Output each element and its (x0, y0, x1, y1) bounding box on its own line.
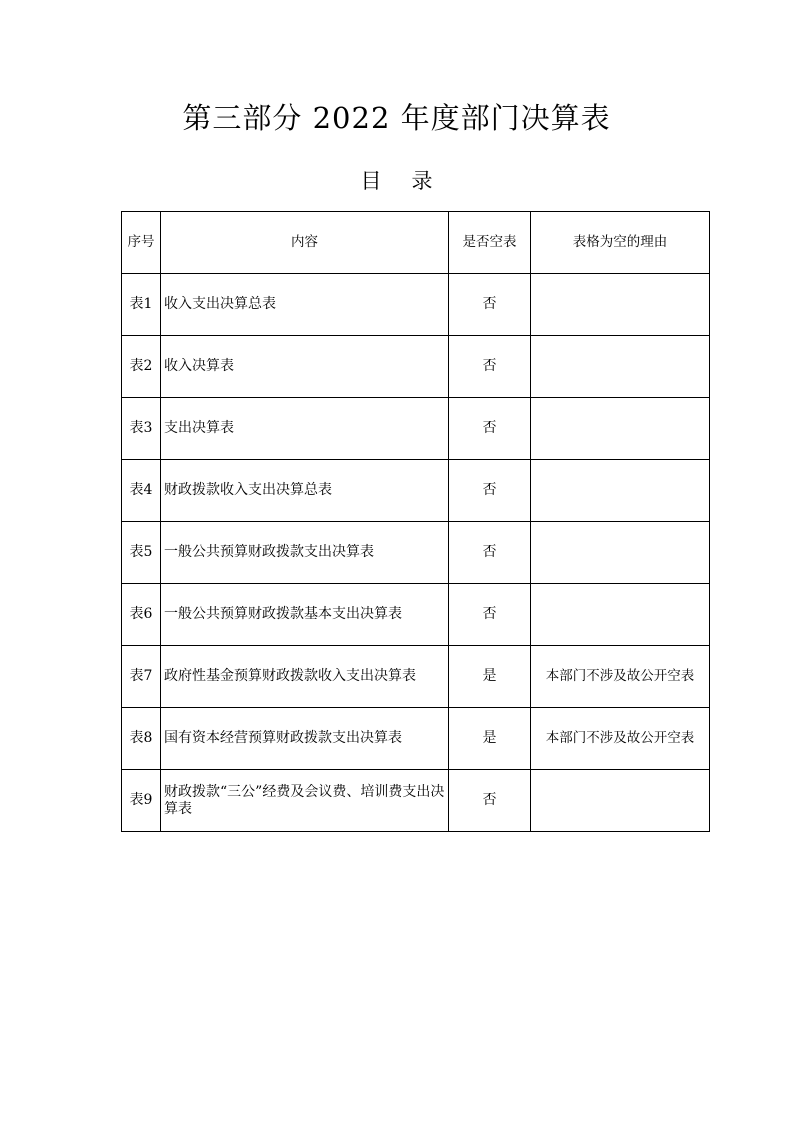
row-is-empty: 否 (449, 770, 531, 832)
row-is-empty: 否 (449, 398, 531, 460)
toc-table (121, 211, 710, 832)
row-seq: 表3 (122, 398, 161, 460)
row-content: 国有资本经营预算财政拨款支出决算表 (161, 708, 449, 770)
table-row (122, 584, 710, 646)
row-reason (531, 522, 710, 584)
header-reason: 表格为空的理由 (531, 212, 710, 274)
table-row (122, 336, 710, 398)
row-reason (531, 398, 710, 460)
table-row (122, 708, 710, 770)
table-row (122, 770, 710, 832)
row-seq: 表1 (122, 274, 161, 336)
row-is-empty: 否 (449, 336, 531, 398)
row-seq: 表5 (122, 522, 161, 584)
table-row (122, 522, 710, 584)
row-is-empty: 否 (449, 460, 531, 522)
row-reason: 本部门不涉及故公开空表 (531, 708, 710, 770)
row-content: 一般公共预算财政拨款基本支出决算表 (161, 584, 449, 646)
row-is-empty: 否 (449, 274, 531, 336)
row-content: 收入决算表 (161, 336, 449, 398)
row-content: 一般公共预算财政拨款支出决算表 (161, 522, 449, 584)
table-row (122, 460, 710, 522)
row-reason: 本部门不涉及故公开空表 (531, 646, 710, 708)
toc-heading: 目录 (360, 169, 463, 193)
row-content: 政府性基金预算财政拨款收入支出决算表 (161, 646, 449, 708)
row-content: 财政拨款收入支出决算总表 (161, 460, 449, 522)
row-is-empty: 否 (449, 522, 531, 584)
row-is-empty: 是 (449, 646, 531, 708)
row-reason (531, 336, 710, 398)
row-reason (531, 770, 710, 832)
table-row (122, 646, 710, 708)
header-seq: 序号 (122, 212, 161, 274)
row-is-empty: 是 (449, 708, 531, 770)
row-content: 支出决算表 (161, 398, 449, 460)
row-seq: 表4 (122, 460, 161, 522)
row-seq: 表9 (122, 770, 161, 832)
row-content: 财政拨款“三公”经费及会议费、培训费支出决算表 (161, 770, 449, 832)
header-is-empty: 是否空表 (449, 212, 531, 274)
row-reason (531, 584, 710, 646)
page-title: 第三部分 2022 年度部门决算表 (182, 101, 611, 135)
row-is-empty: 否 (449, 584, 531, 646)
row-seq: 表2 (122, 336, 161, 398)
table-row (122, 398, 710, 460)
table-header-row (122, 212, 710, 274)
row-reason (531, 274, 710, 336)
table-row (122, 274, 710, 336)
row-seq: 表6 (122, 584, 161, 646)
row-seq: 表7 (122, 646, 161, 708)
row-reason (531, 460, 710, 522)
row-content: 收入支出决算总表 (161, 274, 449, 336)
row-seq: 表8 (122, 708, 161, 770)
header-content: 内容 (161, 212, 449, 274)
